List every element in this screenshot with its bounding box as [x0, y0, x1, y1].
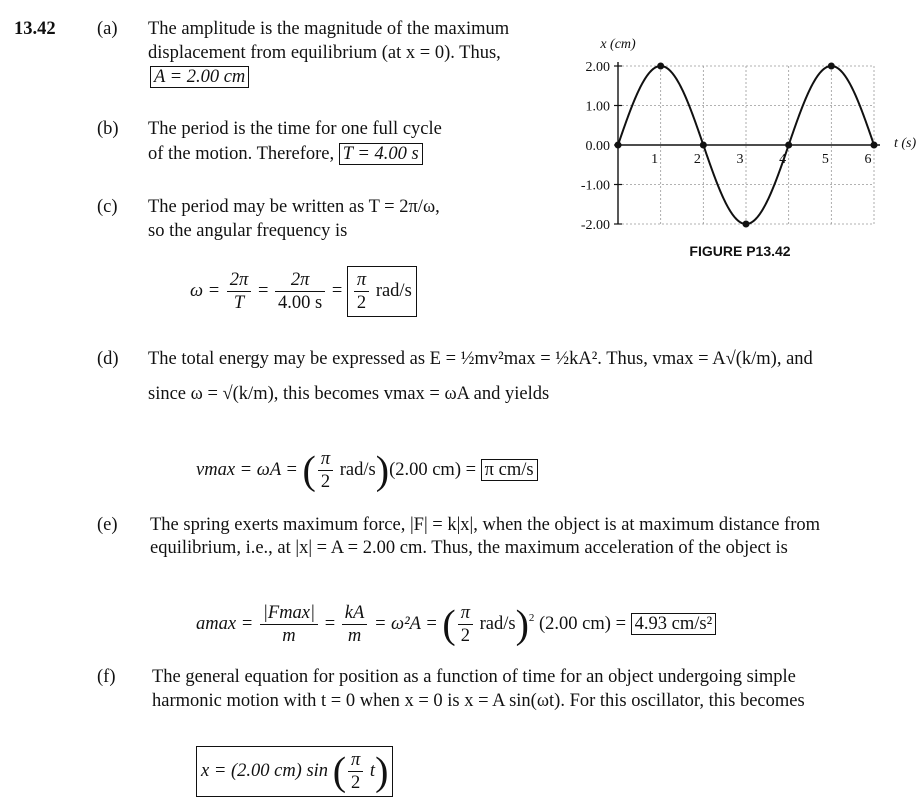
eq-e-tail: (2.00 cm) =: [539, 613, 626, 634]
figure-p13-42-chart: [560, 28, 921, 268]
eq-d-tail: (2.00 cm) =: [389, 459, 477, 480]
part-a-label: (a): [97, 19, 118, 39]
eq-e-f2-num: kA: [342, 602, 368, 625]
problem-number: 13.42: [14, 19, 56, 39]
part-f-answer-lhs: x = (2.00 cm) sin: [201, 760, 329, 781]
part-a-line1: The amplitude is the magnitude of the maximum: [148, 19, 510, 39]
data-point: [615, 142, 622, 149]
part-c-answer-box: [347, 266, 417, 317]
data-point: [828, 63, 835, 70]
x-tick-label: 3: [736, 152, 744, 167]
eq-c-f2-den: 4.00 s: [278, 293, 323, 313]
eq-d-num: π: [318, 448, 333, 471]
y-tick-label: 2.00: [585, 60, 610, 75]
x-tick-label: 6: [864, 152, 872, 167]
chart-title: FIGURE P13.42: [689, 243, 791, 259]
part-e-answer: 4.93 cm/s²: [631, 613, 717, 635]
part-a-answer: A = 2.00 cm: [150, 66, 249, 88]
y-tick-label: 1.00: [585, 99, 610, 115]
y-tick-label: -1.00: [580, 178, 610, 194]
part-a-line2: displacement from equilibrium (at x = 0). Thus,: [148, 43, 501, 63]
eq-d-den: 2: [320, 472, 331, 492]
x-tick-label: 2: [693, 152, 701, 167]
eq-c-ans-unit: rad/s: [375, 280, 412, 301]
eq-d-mid: rad/s: [339, 459, 376, 480]
part-d-line2: since ω = √(k/m), this becomes vmax = ωA and yields: [148, 384, 550, 404]
eq-e-f1-den: m: [282, 626, 296, 646]
eq-e-lhs: amax =: [196, 613, 254, 634]
chart-ylabel: x (cm): [600, 37, 636, 52]
part-e-equation: amax = $\frac{|Fmax|}{m}$ = $\frac{kA}{m}$ = ω²A = ( $\frac{\pi}{2}$ rad/s)$^2$ (2.00 cm) = 4.93 cm/s²: [196, 602, 716, 647]
part-f-answer-box: x = (2.00 cm) sin ( $\frac{\pi}{2}$ t): [196, 746, 393, 797]
data-point: [871, 142, 878, 149]
part-b-line2: of the motion. Therefore,: [148, 144, 335, 164]
eq-e-den: 2: [460, 626, 470, 646]
part-f-answer-var: t: [369, 760, 376, 781]
eq-c-f1-num: 2π: [227, 269, 252, 292]
part-c-line1: The period may be written as T = 2π/ω,: [148, 197, 440, 217]
data-point: [657, 63, 664, 70]
part-c-label: (c): [97, 197, 118, 217]
eq-e-num: π: [458, 602, 473, 625]
eq-c-f1-den: T: [233, 293, 245, 313]
eq-e-mid: = ω²A =: [373, 613, 438, 634]
part-b-answer: T = 4.00 s: [339, 143, 423, 165]
part-f-answer-den: 2: [351, 773, 361, 793]
eq-e-f1-num: |Fmax|: [260, 602, 318, 625]
part-d-equation: vmax = ωA = ( $\frac{\pi}{2}$ rad/s)(2.00 cm) = π cm/s: [196, 448, 538, 493]
part-f-label: (f): [97, 667, 116, 687]
part-d-answer: π cm/s: [481, 459, 538, 481]
x-tick-label: 1: [651, 152, 659, 167]
eq-c-ans-num: π: [354, 269, 369, 292]
eq-c-lhs: ω =: [190, 280, 221, 301]
x-tick-label: 4: [779, 152, 787, 167]
part-d-label: (d): [97, 349, 119, 369]
part-f-line2: harmonic motion with t = 0 when x = 0 is x = A sin(ωt). For this oscillator, this becomes: [152, 691, 805, 711]
part-b-label: (b): [97, 119, 119, 139]
part-c-equation: ω = $\frac{2\pi}{T}$ = $\frac{2\pi}{4.00 s}$ = $\frac{\pi}{2}$ rad/s: [190, 266, 417, 317]
part-e-line1: The spring exerts maximum force, |F| = k|x|, when the object is at maximum distance from: [150, 515, 821, 535]
y-tick-label: 0.00: [585, 139, 610, 154]
eq-e-f2-den: m: [347, 626, 362, 646]
eq-d-lhs: vmax = ωA =: [196, 459, 298, 480]
data-point: [785, 142, 792, 149]
part-e-label: (e): [97, 515, 118, 535]
part-c-line2: so the angular frequency is: [148, 221, 348, 241]
part-e-line2: equilibrium, i.e., at |x| = A = 2.00 cm. Thus, the maximum acceleration of the object is: [150, 538, 788, 558]
eq-e-unit: rad/s: [479, 613, 516, 634]
data-point: [743, 221, 750, 228]
part-b-line1: The period is the time for one full cycle: [148, 119, 442, 139]
x-tick-label: 5: [821, 152, 829, 167]
eq-c-ans-den: 2: [356, 293, 367, 313]
y-tick-label: -2.00: [580, 218, 610, 233]
eq-c-f2-num: 2π: [275, 269, 325, 292]
chart-xlabel: t (s): [894, 136, 917, 151]
part-f-answer-num: π: [348, 749, 363, 772]
part-f-line1: The general equation for position as a function of time for an object undergoing simple: [152, 667, 796, 687]
data-point: [700, 142, 707, 149]
part-d-line1: The total energy may be expressed as E = ½mv²max = ½kA². Thus, vmax = A√(k/m), and: [148, 349, 813, 369]
